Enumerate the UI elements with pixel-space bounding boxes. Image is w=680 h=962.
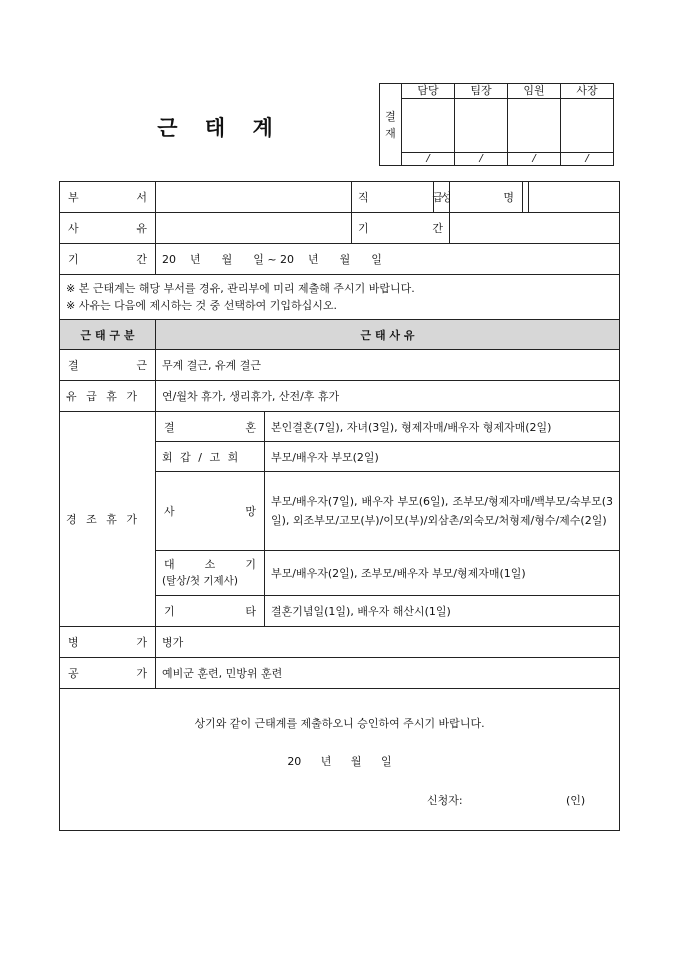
event-memorial-value: 부모/배우자(2일), 조부모/배우자 부모/형제자매(1일) bbox=[265, 551, 620, 596]
sick-leave-value: 병가 bbox=[156, 627, 620, 658]
reason-field[interactable] bbox=[156, 213, 352, 244]
attendance-form bbox=[59, 181, 620, 831]
note-2: ※ 사유는 다음에 제시하는 것 중 선택하여 기입하십시오. bbox=[66, 299, 337, 312]
reason-label: 사 유 bbox=[60, 213, 156, 244]
applicant-label: 신청자: bbox=[427, 794, 463, 807]
header-reason: 근 태 사 유 bbox=[156, 320, 620, 350]
event-death-label: 사 망 bbox=[156, 472, 265, 551]
approval-box bbox=[379, 83, 614, 166]
event-marriage-label: 결 혼 bbox=[156, 412, 265, 442]
date-executive[interactable]: / bbox=[508, 153, 561, 166]
family-event-label: 경 조 휴 가 bbox=[60, 412, 156, 627]
period-short-label: 기 간 bbox=[352, 213, 450, 244]
closing-request: 상기와 같이 근태계를 제출하오니 승인하여 주시기 바랍니다. bbox=[194, 717, 485, 730]
sign-team-leader[interactable] bbox=[455, 99, 508, 153]
name-cell[interactable] bbox=[529, 182, 620, 213]
period-short-field[interactable] bbox=[450, 213, 620, 244]
event-other-label: 기 타 bbox=[156, 596, 265, 627]
date-staff[interactable]: / bbox=[402, 153, 455, 166]
event-memorial-label: 대 소 기 (탈상/첫 기제사) bbox=[156, 551, 265, 596]
event-marriage-value: 본인결혼(7일), 자녀(3일), 형제자매/배우자 형제자매(2일) bbox=[265, 412, 620, 442]
rank-label: 직 급 bbox=[352, 182, 450, 213]
event-60th-value: 부모/배우자 부모(2일) bbox=[265, 442, 620, 472]
period-field[interactable]: 20 년 월 일 ~ 20 년 월 일 bbox=[156, 244, 620, 275]
role-executive: 임원 bbox=[508, 84, 561, 99]
sign-president[interactable] bbox=[561, 99, 614, 153]
seal-mark[interactable]: (인) bbox=[566, 794, 586, 807]
sign-staff[interactable] bbox=[402, 99, 455, 153]
role-team-leader: 팀장 bbox=[455, 84, 508, 99]
dept-label: 부 서 bbox=[60, 182, 156, 213]
paid-leave-value: 연/월차 휴가, 생리휴가, 산전/후 휴가 bbox=[156, 381, 620, 412]
name-label-overlay: 성 명 bbox=[433, 181, 523, 212]
document-title: 근 태 계 bbox=[157, 115, 283, 140]
role-president: 사장 bbox=[561, 84, 614, 99]
role-staff: 담당 bbox=[402, 84, 455, 99]
paid-leave-label: 유 급 휴 가 bbox=[60, 381, 156, 412]
name-label-left-border bbox=[433, 181, 434, 212]
dept-field[interactable] bbox=[156, 182, 352, 213]
official-leave-value: 예비군 훈련, 민방위 훈련 bbox=[156, 658, 620, 689]
absence-label: 결 근 bbox=[60, 350, 156, 381]
closing-section bbox=[60, 689, 620, 831]
instruction-notes bbox=[60, 275, 620, 320]
date-team-leader[interactable]: / bbox=[455, 153, 508, 166]
period-label: 기 간 bbox=[60, 244, 156, 275]
event-memorial-sub: (탈상/첫 기제사) bbox=[162, 575, 238, 587]
sick-leave-label: 병 가 bbox=[60, 627, 156, 658]
approval-label: 결 재 bbox=[380, 84, 402, 166]
closing-date[interactable]: 20 년 월 일 bbox=[287, 755, 392, 768]
official-leave-label: 공 가 bbox=[60, 658, 156, 689]
note-1: ※ 본 근태계는 해당 부서를 경유, 관리부에 미리 제출해 주시기 바랍니다. bbox=[66, 282, 415, 295]
event-other-value: 결혼기념일(1일), 배우자 해산시(1일) bbox=[265, 596, 620, 627]
date-president[interactable]: / bbox=[561, 153, 614, 166]
event-death-value: 부모/배우자(7일), 배우자 부모(6일), 조부모/형제자매/백부모/숙부모(3일), 외조부모/고모(부)/이모(부)/외삼촌/외숙모/처형제/형수/제수(2일) bbox=[265, 472, 620, 551]
header-category: 근 태 구 분 bbox=[60, 320, 156, 350]
absence-value: 무계 결근, 유계 결근 bbox=[156, 350, 620, 381]
sign-executive[interactable] bbox=[508, 99, 561, 153]
event-60th-label: 회 갑 / 고 희 bbox=[156, 442, 265, 472]
